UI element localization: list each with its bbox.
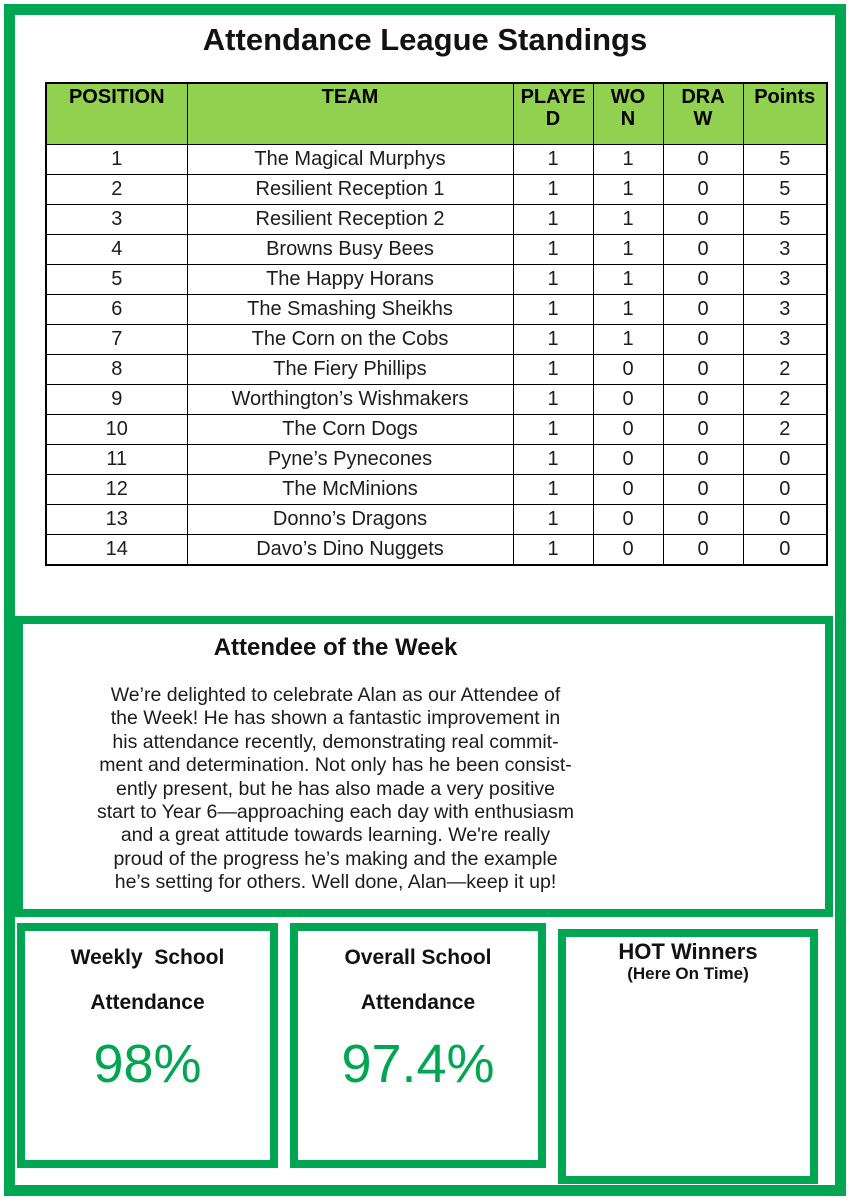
table-header-row [46,83,827,145]
column-header-won: WO N [593,83,663,145]
position-cell: 5 [46,265,187,295]
team-cell: Resilient Reception 1 [187,175,513,205]
table-row [46,445,827,475]
position-cell: 9 [46,385,187,415]
drawn-cell: 0 [663,355,743,385]
weekly-attendance-box [17,923,278,1168]
played-cell: 1 [513,235,593,265]
won-cell: 0 [593,505,663,535]
position-cell: 11 [46,445,187,475]
table-row [46,235,827,265]
table-row [46,535,827,566]
won-cell: 0 [593,385,663,415]
points-cell: 0 [743,475,827,505]
played-cell: 1 [513,145,593,175]
drawn-cell: 0 [663,295,743,325]
table-row [46,145,827,175]
played-cell: 1 [513,205,593,235]
table-row [46,175,827,205]
won-cell: 1 [593,175,663,205]
won-cell: 1 [593,205,663,235]
drawn-cell: 0 [663,145,743,175]
points-cell: 2 [743,385,827,415]
column-header-points: Points [743,83,827,145]
won-cell: 1 [593,295,663,325]
played-cell: 1 [513,475,593,505]
team-cell: The Fiery Phillips [187,355,513,385]
position-cell: 8 [46,355,187,385]
hot-winners-box [558,929,818,1184]
points-cell: 3 [743,235,827,265]
attendee-of-week-box [15,616,833,917]
team-cell: Worthington’s Wishmakers [187,385,513,415]
drawn-cell: 0 [663,205,743,235]
position-cell: 13 [46,505,187,535]
position-cell: 7 [46,325,187,355]
column-header-position: POSITION [46,83,187,145]
points-cell: 5 [743,145,827,175]
team-cell: Browns Busy Bees [187,235,513,265]
points-cell: 0 [743,535,827,566]
standings-table [45,82,828,566]
team-cell: Donno’s Dragons [187,505,513,535]
played-cell: 1 [513,385,593,415]
won-cell: 0 [593,445,663,475]
table-row [46,415,827,445]
played-cell: 1 [513,175,593,205]
drawn-cell: 0 [663,415,743,445]
table-row [46,205,827,235]
points-cell: 3 [743,265,827,295]
played-cell: 1 [513,445,593,475]
points-cell: 5 [743,205,827,235]
position-cell: 14 [46,535,187,566]
column-header-played: PLAYE D [513,83,593,145]
overall-attendance-title: Overall School Attendance [344,946,492,1015]
position-cell: 12 [46,475,187,505]
page-title: Attendance League Standings [202,22,648,57]
played-cell: 1 [513,415,593,445]
won-cell: 0 [593,535,663,566]
team-cell: The Corn Dogs [187,415,513,445]
hot-winners-subtitle: (Here On Time) [627,964,749,984]
attendee-body-text: We’re delighted to celebrate Alan as our Attendee of the Week! He has shown a fantastic improvement in his attendance recently, demonstrating real commit- ment and determination. Not only has he been consist- ently present, but he has also made a very positive start to Year 6—approaching each day with enthusiasm and a great attitude towards learning. We're really proud of the progress he’s making and the example he’s setting for others. Well done, Alan—keep it up! [97,684,574,894]
drawn-cell: 0 [663,445,743,475]
team-cell: Resilient Reception 2 [187,205,513,235]
points-cell: 5 [743,175,827,205]
drawn-cell: 0 [663,325,743,355]
position-cell: 10 [46,415,187,445]
points-cell: 3 [743,325,827,355]
team-cell: The Corn on the Cobs [187,325,513,355]
position-cell: 3 [46,205,187,235]
column-header-team: TEAM [187,83,513,145]
position-cell: 2 [46,175,187,205]
standings-body [46,145,827,566]
team-cell: The Smashing Sheikhs [187,295,513,325]
played-cell: 1 [513,295,593,325]
won-cell: 0 [593,475,663,505]
points-cell: 2 [743,355,827,385]
table-row [46,265,827,295]
drawn-cell: 0 [663,505,743,535]
points-cell: 0 [743,445,827,475]
played-cell: 1 [513,505,593,535]
table-row [46,385,827,415]
team-cell: Davo’s Dino Nuggets [187,535,513,566]
team-cell: The Magical Murphys [187,145,513,175]
hot-winners-title: HOT Winners [618,939,758,964]
drawn-cell: 0 [663,235,743,265]
drawn-cell: 0 [663,175,743,205]
column-header-draw: DRA W [663,83,743,145]
table-row [46,475,827,505]
won-cell: 1 [593,145,663,175]
weekly-attendance-value: 98% [93,1034,202,1095]
points-cell: 2 [743,415,827,445]
won-cell: 1 [593,325,663,355]
played-cell: 1 [513,535,593,566]
table-row [46,325,827,355]
attendee-heading: Attendee of the Week [213,634,458,661]
played-cell: 1 [513,325,593,355]
team-cell: Pyne’s Pynecones [187,445,513,475]
drawn-cell: 0 [663,535,743,566]
played-cell: 1 [513,265,593,295]
table-row [46,355,827,385]
attendee-content [23,634,648,895]
overall-attendance-box [290,923,546,1168]
drawn-cell: 0 [663,265,743,295]
won-cell: 0 [593,355,663,385]
points-cell: 3 [743,295,827,325]
position-cell: 1 [46,145,187,175]
won-cell: 1 [593,235,663,265]
position-cell: 4 [46,235,187,265]
table-row [46,505,827,535]
drawn-cell: 0 [663,385,743,415]
won-cell: 0 [593,415,663,445]
points-cell: 0 [743,505,827,535]
drawn-cell: 0 [663,475,743,505]
team-cell: The Happy Horans [187,265,513,295]
team-cell: The McMinions [187,475,513,505]
weekly-attendance-title: Weekly School Attendance [70,946,225,1015]
played-cell: 1 [513,355,593,385]
won-cell: 1 [593,265,663,295]
overall-attendance-value: 97.4% [341,1034,495,1095]
table-row [46,295,827,325]
position-cell: 6 [46,295,187,325]
